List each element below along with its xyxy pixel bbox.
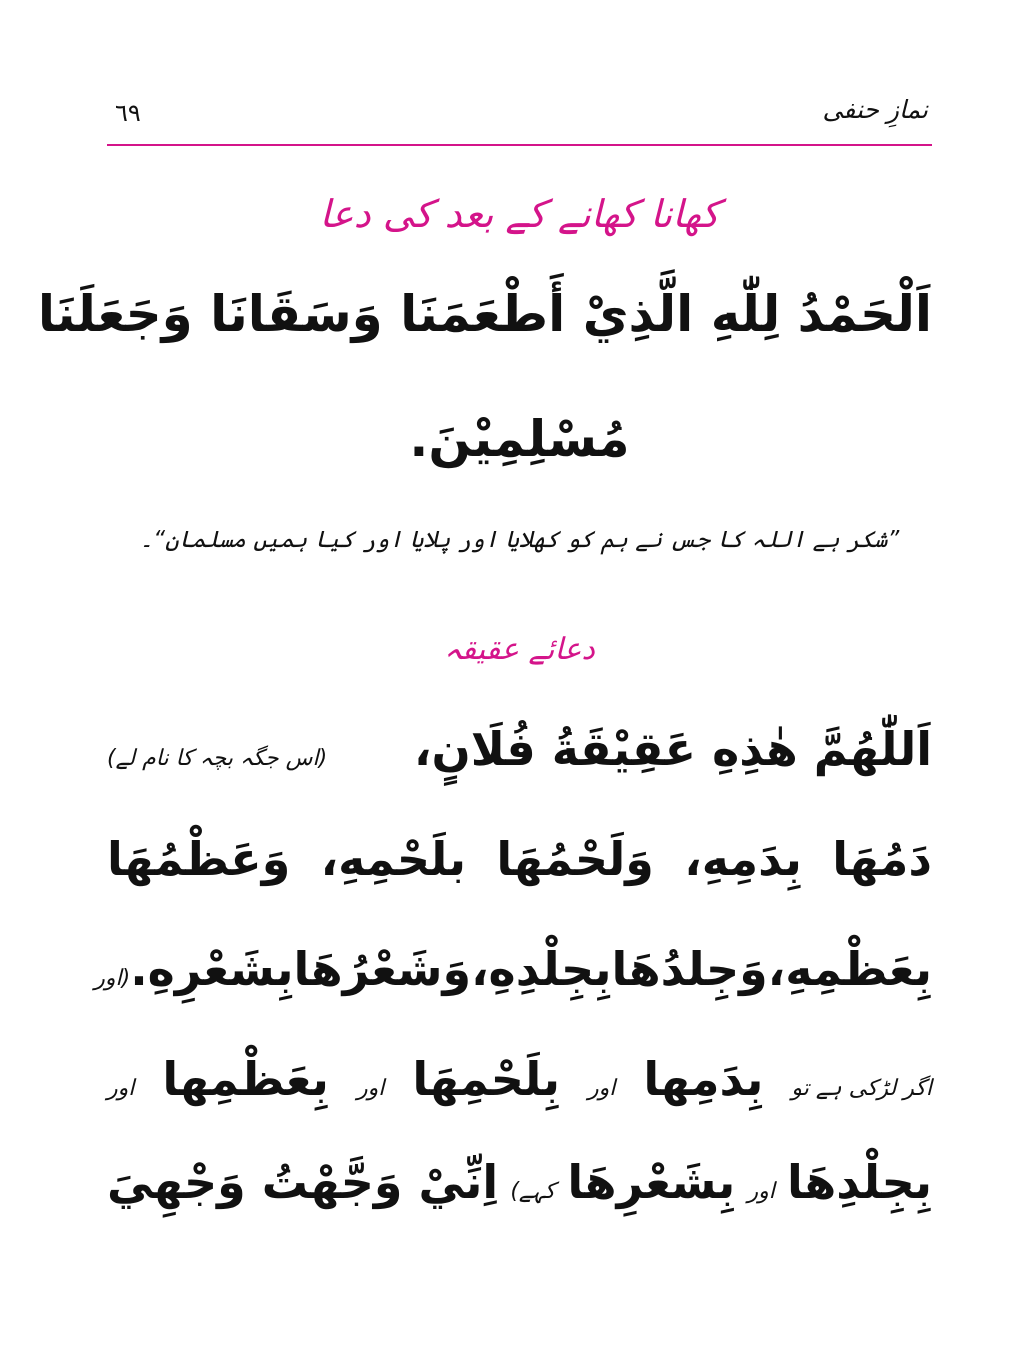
conjunction: اور	[747, 1179, 775, 1204]
aqiqah-word: وَعَظْمُهَا	[107, 832, 291, 886]
aqiqah-word: وَشَعْرُهَا	[293, 942, 472, 996]
aqiqah-line-5-arabic-end: اِنِّيْ وَجَّهْتُ وَجْهِيَ	[107, 1155, 499, 1209]
say-note: کہے)	[510, 1179, 556, 1204]
aqiqah-word: بِدَمِهِ،	[684, 832, 802, 886]
aqiqah-line-4	[107, 1052, 932, 1106]
page-header	[107, 95, 932, 135]
aqiqah-word: بِدَمِها	[643, 1052, 764, 1106]
conjunction: اور	[107, 1076, 135, 1101]
aqiqah-line-5	[107, 1155, 932, 1209]
heading-aqiqah-dua: دعائے عقیقہ	[444, 632, 595, 667]
dua-after-meal-line-2: مُسْلِمِيْنَ.	[409, 410, 630, 468]
aqiqah-word: بِشَعْرِهَا	[567, 1155, 736, 1209]
aqiqah-line-3-note: (اور	[94, 966, 131, 991]
girl-note: اگر لڑکی ہے تو	[791, 1076, 932, 1101]
aqiqah-word: بلَحْمِهِ،	[320, 832, 467, 886]
header-divider	[107, 144, 932, 146]
aqiqah-word: بِعَظْمِهِ،	[767, 942, 932, 996]
aqiqah-word: بِلَحْمِهَا	[412, 1052, 561, 1106]
translation-after-meal-dua: ”شکر ہے اللہ کا جس نے ہم کو کھلایا اور پلایا اور کیا ہمیں مسلمان“۔	[139, 527, 900, 553]
aqiqah-word: بِشَعْرِهِ.	[130, 942, 294, 996]
aqiqah-line-2	[107, 832, 932, 886]
aqiqah-word: بِجِلْدِهِ،	[471, 942, 612, 996]
conjunction: اور	[356, 1076, 385, 1101]
conjunction: اور	[588, 1076, 616, 1101]
heading-after-meal-dua: کھانا کھانے کے بعد کی دعا	[319, 192, 720, 236]
aqiqah-word: وَلَحْمُهَا	[496, 832, 654, 886]
aqiqah-line-1	[107, 722, 932, 776]
aqiqah-line-1-arabic: اَللّٰهُمَّ هٰذِهِ عَقِيْقَةُ فُلَانٍ،	[413, 722, 932, 776]
aqiqah-word: بِعَظْمِها	[162, 1052, 329, 1106]
aqiqah-line-3	[94, 942, 932, 996]
book-title: نمازِ حنفی	[822, 95, 928, 124]
aqiqah-word: بِجِلْدِهَا	[787, 1155, 932, 1209]
dua-after-meal-line-1: اَلْحَمْدُ لِلّٰهِ الَّذِيْ أَطْعَمَنَا وَسَقَانَا وَجَعَلَنَا	[37, 285, 932, 343]
aqiqah-word: وَجِلدُهَا	[611, 942, 768, 996]
aqiqah-line-1-note: (اس جگہ بچہ کا نام لے)	[107, 746, 328, 771]
page-number: ٦٩	[115, 99, 141, 127]
aqiqah-word: دَمُهَا	[832, 832, 932, 886]
